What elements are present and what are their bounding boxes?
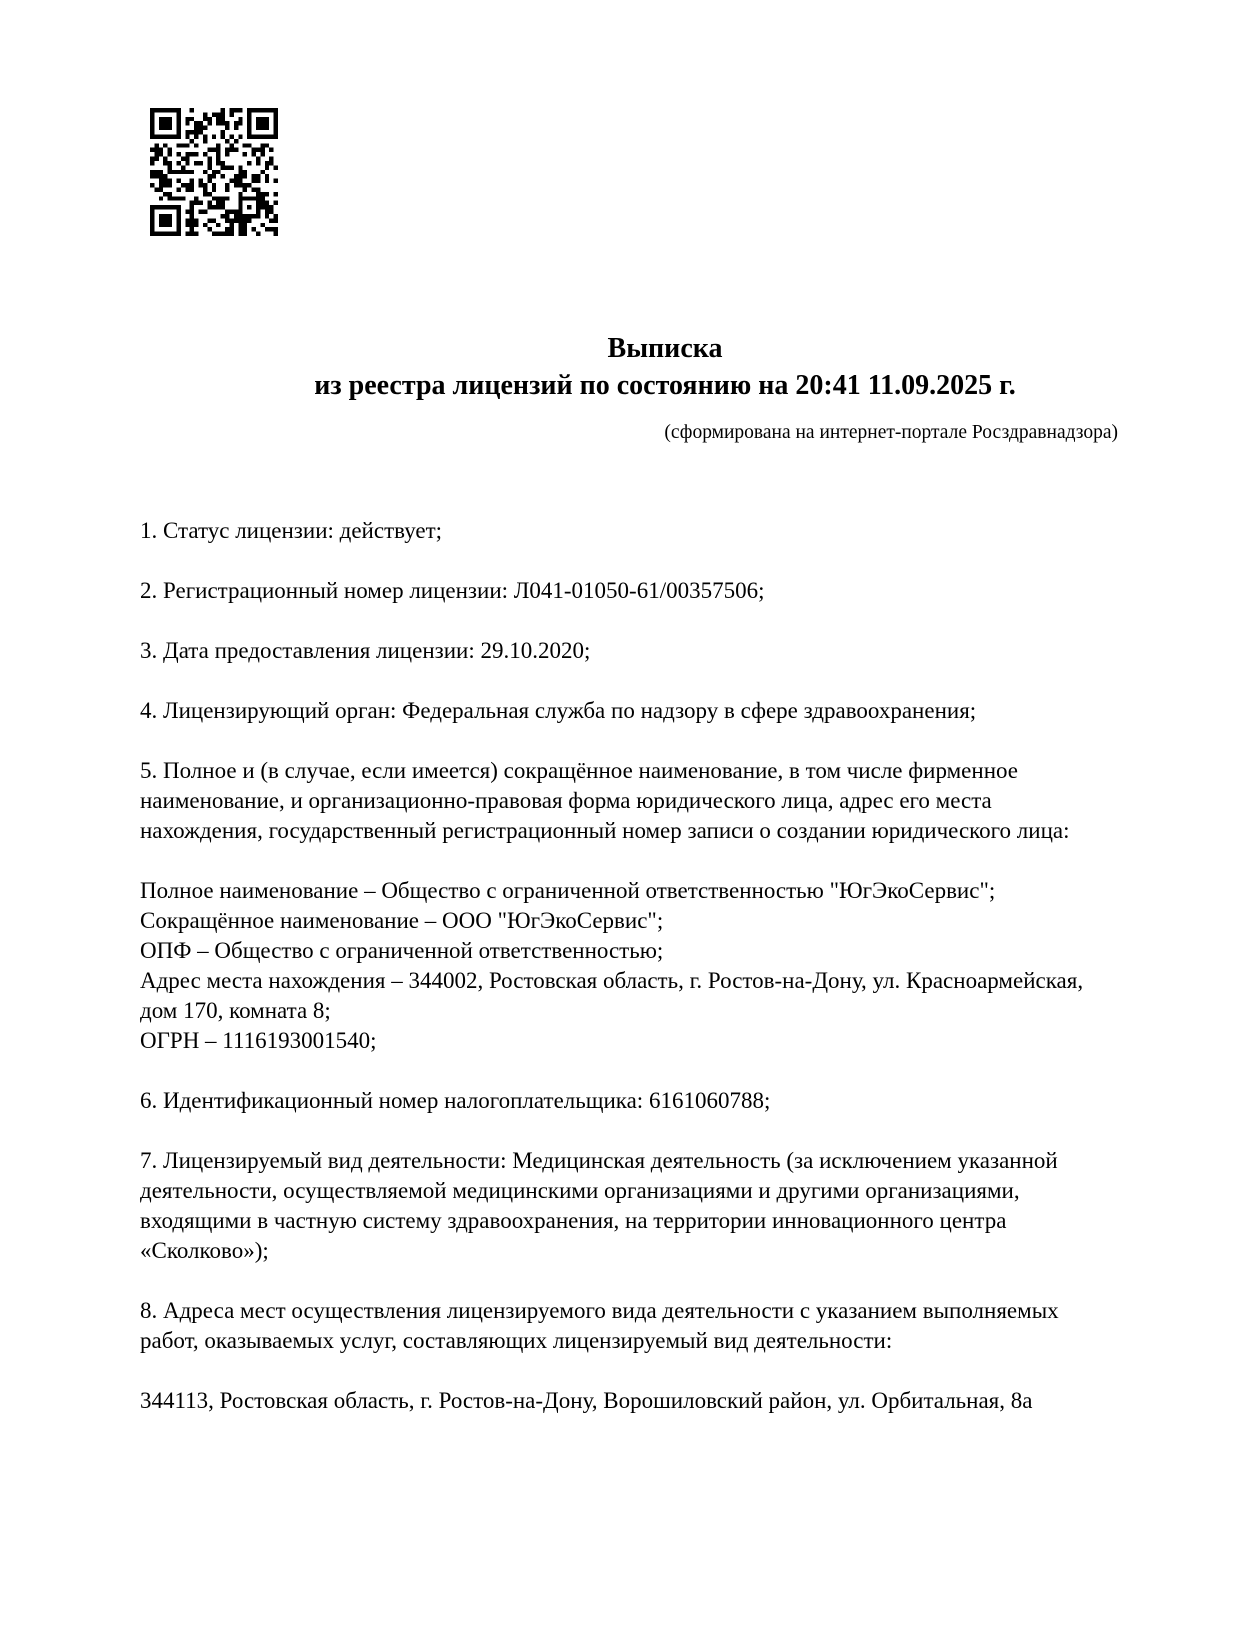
text-line: 6. Идентификационный номер налогоплательщика: 6161060788; [140, 1088, 771, 1113]
paragraph [140, 696, 1225, 726]
text-line: 344113, Ростовская область, г. Ростов-на-Дону, Ворошиловский район, ул. Орбитальная, 8а [140, 1388, 1033, 1413]
paragraph [140, 876, 1225, 1056]
qr-code [150, 108, 278, 236]
document-title [140, 330, 1190, 404]
text-line: входящими в частную систему здравоохранения, на территории инновационного центра [140, 1208, 1007, 1233]
text-line: «Сколково»); [140, 1238, 269, 1263]
document-title-line2: из реестра лицензий по состоянию на 20:41 11.09.2025 г. [314, 370, 1016, 401]
text-line: Сокращённое наименование – ООО "ЮгЭкоСервис"; [140, 908, 664, 933]
text-line: 7. Лицензируемый вид деятельности: Медицинская деятельность (за исключением указанной [140, 1148, 1058, 1173]
text-line: 3. Дата предоставления лицензии: 29.10.2020; [140, 638, 591, 663]
text-line: наименование, и организационно-правовая форма юридического лица, адрес его места [140, 788, 992, 813]
text-line: 1. Статус лицензии: действует; [140, 518, 443, 543]
qr-code-image [150, 108, 278, 236]
paragraph [140, 636, 1225, 666]
text-line: Адрес места нахождения – 344002, Ростовская область, г. Ростов-на-Дону, ул. Красноармейская, [140, 968, 1084, 993]
text-line: дом 170, комната 8; [140, 998, 331, 1023]
text-line: 4. Лицензирующий орган: Федеральная служба по надзору в сфере здравоохранения; [140, 698, 977, 723]
document-body [140, 516, 1225, 1416]
text-line: нахождения, государственный регистрационный номер записи о создании юридического лица: [140, 818, 1070, 843]
text-line: 2. Регистрационный номер лицензии: Л041-01050-61/00357506; [140, 578, 765, 603]
paragraph [140, 756, 1225, 846]
paragraph [140, 1296, 1225, 1356]
paragraph [140, 1146, 1225, 1266]
paragraph [140, 1386, 1225, 1416]
text-line: ОПФ – Общество с ограниченной ответственностью; [140, 938, 664, 963]
document-subtitle: (сформирована на интернет-портале Росздравнадзора) [664, 422, 1118, 443]
document-title-line1: Выписка [607, 333, 723, 364]
text-line: 5. Полное и (в случае, если имеется) сокращённое наименование, в том числе фирменное [140, 758, 1018, 783]
paragraph [140, 576, 1225, 606]
text-line: работ, оказываемых услуг, составляющих лицензируемый вид деятельности: [140, 1328, 893, 1353]
paragraph [140, 1086, 1225, 1116]
text-line: 8. Адреса мест осуществления лицензируемого вида деятельности с указанием выполняемых [140, 1298, 1059, 1323]
text-line: ОГРН – 1116193001540; [140, 1028, 377, 1053]
text-line: Полное наименование – Общество с ограниченной ответственностью "ЮгЭкоСервис"; [140, 878, 996, 903]
text-line: деятельности, осуществляемой медицинскими организациями и другими организациями, [140, 1178, 1020, 1203]
paragraph [140, 516, 1225, 546]
